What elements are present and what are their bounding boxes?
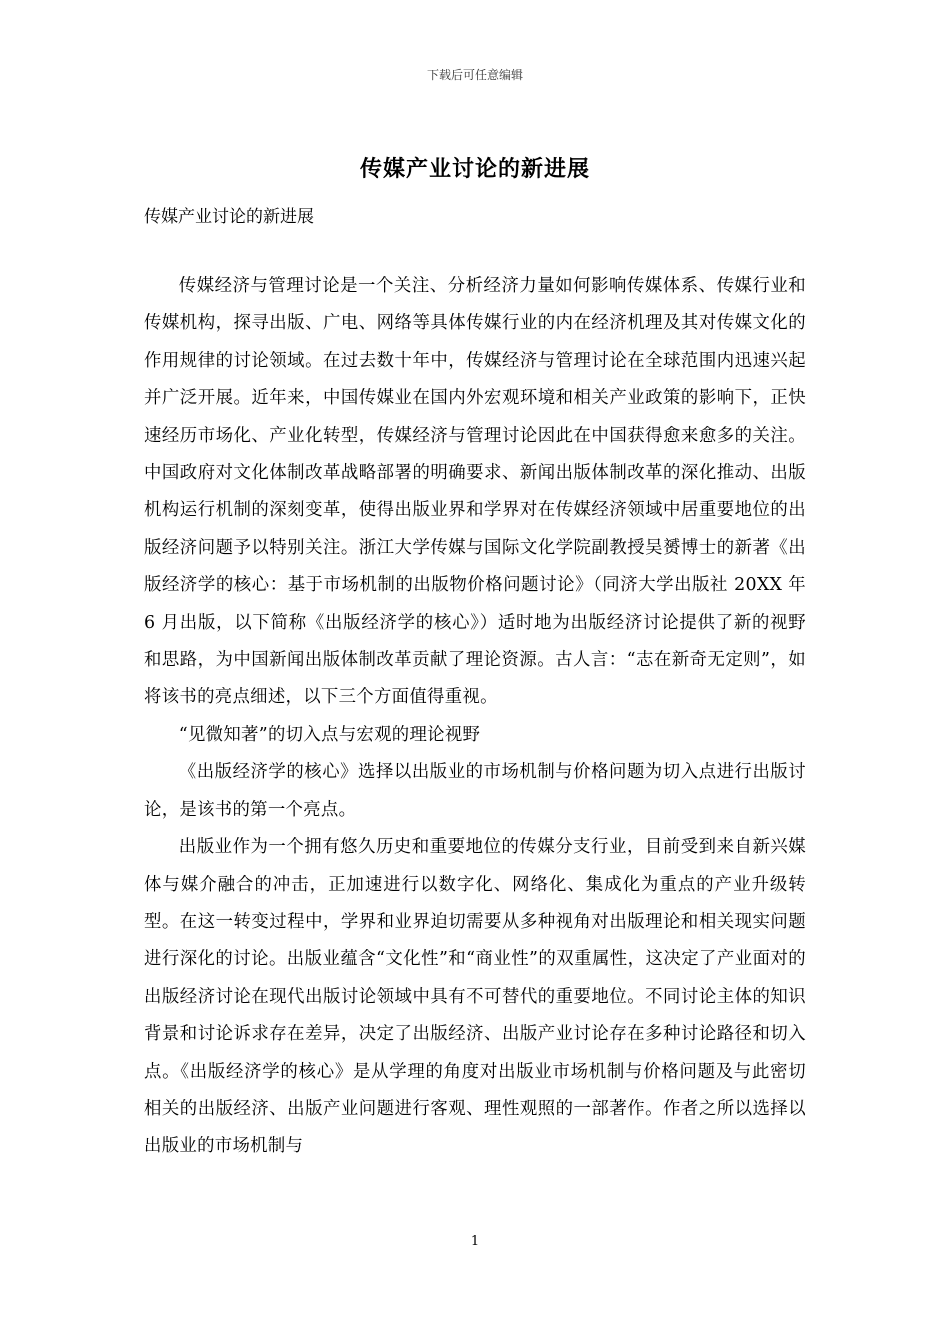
document-title: 传媒产业讨论的新进展: [359, 156, 590, 182]
header-note: 下载后可任意编辑: [426, 68, 523, 82]
page-number: 1: [470, 1234, 480, 1249]
section-heading: “见微知著”的切入点与宏观的理论视野: [178, 724, 481, 745]
paragraph: 《出版经济学的核心》选择以出版业的市场机制与价格问题为切入点进行出版讨论，是该书的第一个亮点。: [144, 762, 806, 820]
document-body: [144, 268, 806, 1166]
paragraph: 出版业作为一个拥有悠久历史和重要地位的传媒分支行业，目前受到来自新兴媒体与媒介融合的冲击，正加速进行以数字化、网络化、集成化为重点的产业升级转型。在这一转变过程中，学界和业界迫切需要从多种视角对出版理论和相关现实问题进行深化的讨论。出版业蕴含“文化性”和“商业性”的双重属性，这决定了产业面对的出版经济讨论在现代出版讨论领域中具有不可替代的重要地位。不同讨论主体的知识背景和讨论诉求存在差异，决定了出版经济、出版产业讨论存在多种讨论路径和切入点。《出版经济学的核心》是从学理的角度对出版业市场机制与价格问题及与此密切相关的出版经济、出版产业问题进行客观、理性观照的一部著作。作者之所以选择以出版业的市场机制与: [144, 837, 806, 1157]
paragraph: 传媒经济与管理讨论是一个关注、分析经济力量如何影响传媒体系、传媒行业和传媒机构，探寻出版、广电、网络等具体传媒行业的内在经济机理及其对传媒文化的作用规律的讨论领域。在过去数十年中，传媒经济与管理讨论在全球范围内迅速兴起并广泛开展。近年来，中国传媒业在国内外宏观环境和相关产业政策的影响下，正快速经历市场化、产业化转型，传媒经济与管理讨论因此在中国获得愈来愈多的关注。中国政府对文化体制改革战略部署的明确要求、新闻出版体制改革的深化推动、出版机构运行机制的深刻变革，使得出版业界和学界对在传媒经济领域中居重要地位的出版经济问题予以特别关注。浙江大学传媒与国际文化学院副教授吴赟博士的新著《出版经济学的核心：基于市场机制的出版物价格问题讨论》（同济大学出版社 20XX 年 6 月出版，以下简称《出版经济学的核心》）适时地为出版经济讨论提供了新的视野和思路，为中国新闻出版体制改革贡献了理论资源。古人言：“志在新奇无定则”，如将该书的亮点细述，以下三个方面值得重视。: [144, 276, 806, 708]
document-subtitle: 传媒产业讨论的新进展: [144, 207, 314, 227]
